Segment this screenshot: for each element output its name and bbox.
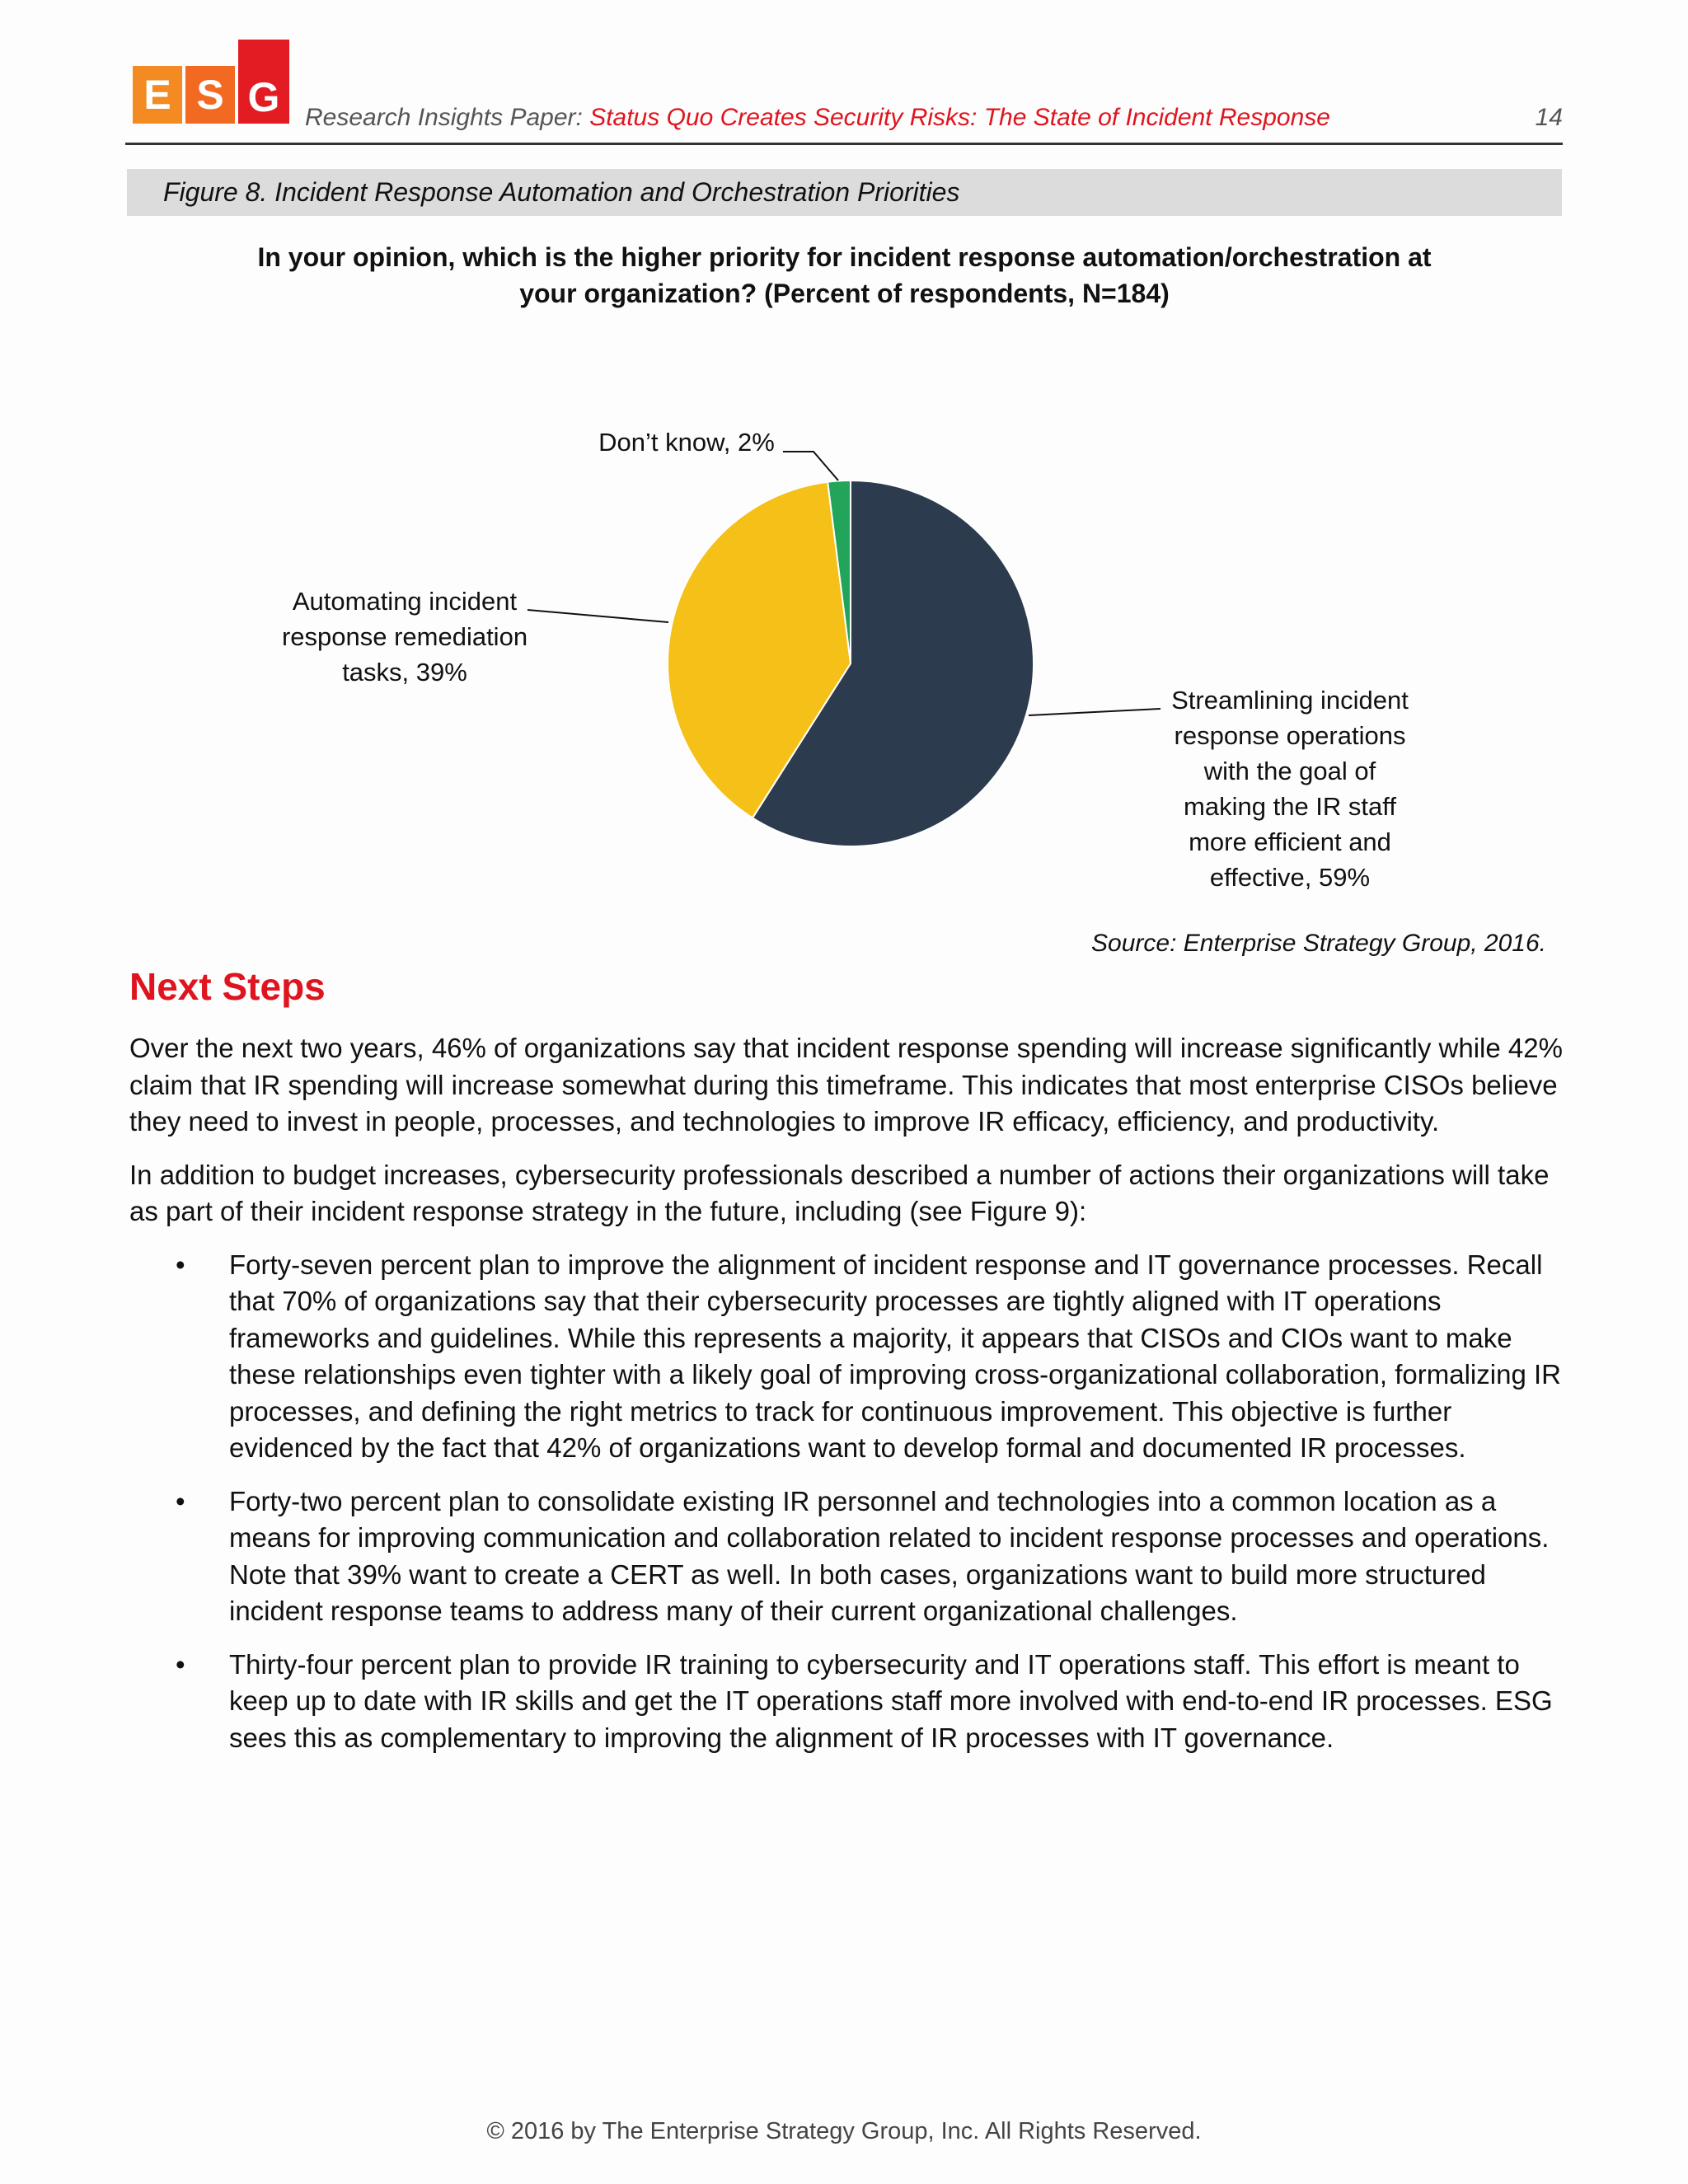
- list-item: [129, 1647, 1564, 1757]
- pie-leader-line-0: [1029, 709, 1160, 715]
- figure-caption: Figure 8. Incident Response Automation and Orchestration Priorities: [163, 177, 960, 207]
- actions-list: [129, 1247, 1564, 1757]
- list-item-text: Forty-two percent plan to consolidate existing IR personnel and technologies into a common location as a means for improving communication and collaboration related to incident response processes and operations. Note that 39% want to create a CERT as well. In both cases, organizations want to build more structured incident response teams to address many of their current organizational challenges.: [229, 1485, 1550, 1626]
- paper-type: Research Insights Paper:: [305, 104, 583, 131]
- logo-letter-e: E: [133, 66, 182, 124]
- bullet-icon: •: [176, 1648, 185, 1680]
- pie-data-label-2: Don’t know, 2%: [598, 428, 775, 457]
- esg-logo: [133, 40, 289, 125]
- next-steps-body: [129, 1030, 1564, 1773]
- pie-chart: [0, 0, 1688, 989]
- bullet-icon: •: [176, 1485, 185, 1516]
- chart-question-line-2: your organization? (Percent of respondents, N=184): [519, 279, 1170, 308]
- paragraph-1: Over the next two years, 46% of organizations say that incident response spending will increase significantly while 42% claim that IR spending will increase somewhat during this timeframe. This indicates that most enterprise CISOs believe they need to invest in people, processes, and technologies to improve IR efficacy, efficiency, and productivity.: [129, 1033, 1563, 1137]
- figure-source: Source: Enterprise Strategy Group, 2016.: [1091, 930, 1546, 957]
- header-paper-info: [305, 104, 1330, 132]
- footer-copyright: © 2016 by The Enterprise Strategy Group, Inc. All Rights Reserved.: [486, 2118, 1202, 2144]
- pie-slice-1: [668, 482, 851, 818]
- pie-data-label-0: Streamlining incident response operations with the goal of making the IR staff more efficient and effective, 59%: [1171, 686, 1409, 892]
- figure-caption-bar: [127, 169, 1562, 216]
- chart-question-line-1: In your opinion, which is the higher priority for incident response automation/orchestration at: [257, 242, 1432, 272]
- list-item-text: Forty-seven percent plan to improve the alignment of incident response and IT governance processes. Recall that 70% of organizations say that their cybersecurity processes are tightly aligned with IT operations frameworks and guidelines. While this represents a majority, it appears that CISOs and CIOs want to make these relationships even tighter with a likely goal of improving cross-organizational collaboration, formalizing IR processes, and defining the right metrics to track for continuous improvement. This objective is further evidenced by the fact that 42% of organizations want to develop formal and documented IR processes.: [229, 1249, 1561, 1463]
- logo-letter-s: S: [185, 66, 235, 124]
- list-item: [129, 1247, 1564, 1467]
- list-item-text: Thirty-four percent plan to provide IR training to cybersecurity and IT operations staff. This effort is meant to keep up to date with IR skills and get the IT operations staff more involved with end-to-end IR processes. ESG sees this as complementary to improving the alignment of IR processes with IT governance.: [229, 1648, 1553, 1753]
- pie-slice-0: [753, 480, 1034, 846]
- paper-title: Status Quo Creates Security Risks: The State of Incident Response: [589, 104, 1330, 131]
- list-item: [129, 1483, 1564, 1630]
- paragraph-2: In addition to budget increases, cybersecurity professionals described a number of actions their organizations will take as part of their incident response strategy in the future, including (see Figure 9):: [129, 1159, 1550, 1226]
- pie-leader-line-2: [783, 452, 838, 480]
- pie-leader-line-1: [528, 610, 668, 622]
- pie-data-label-1: Automating incident response remediation tasks, 39%: [281, 587, 528, 687]
- chart-question: [127, 239, 1562, 312]
- pie-slice-2: [828, 480, 851, 663]
- logo-letter-g: G: [238, 40, 289, 124]
- page-number: 14: [1535, 104, 1563, 131]
- next-steps-heading: Next Steps: [129, 965, 326, 1008]
- header-divider: [125, 143, 1563, 145]
- bullet-icon: •: [176, 1249, 185, 1280]
